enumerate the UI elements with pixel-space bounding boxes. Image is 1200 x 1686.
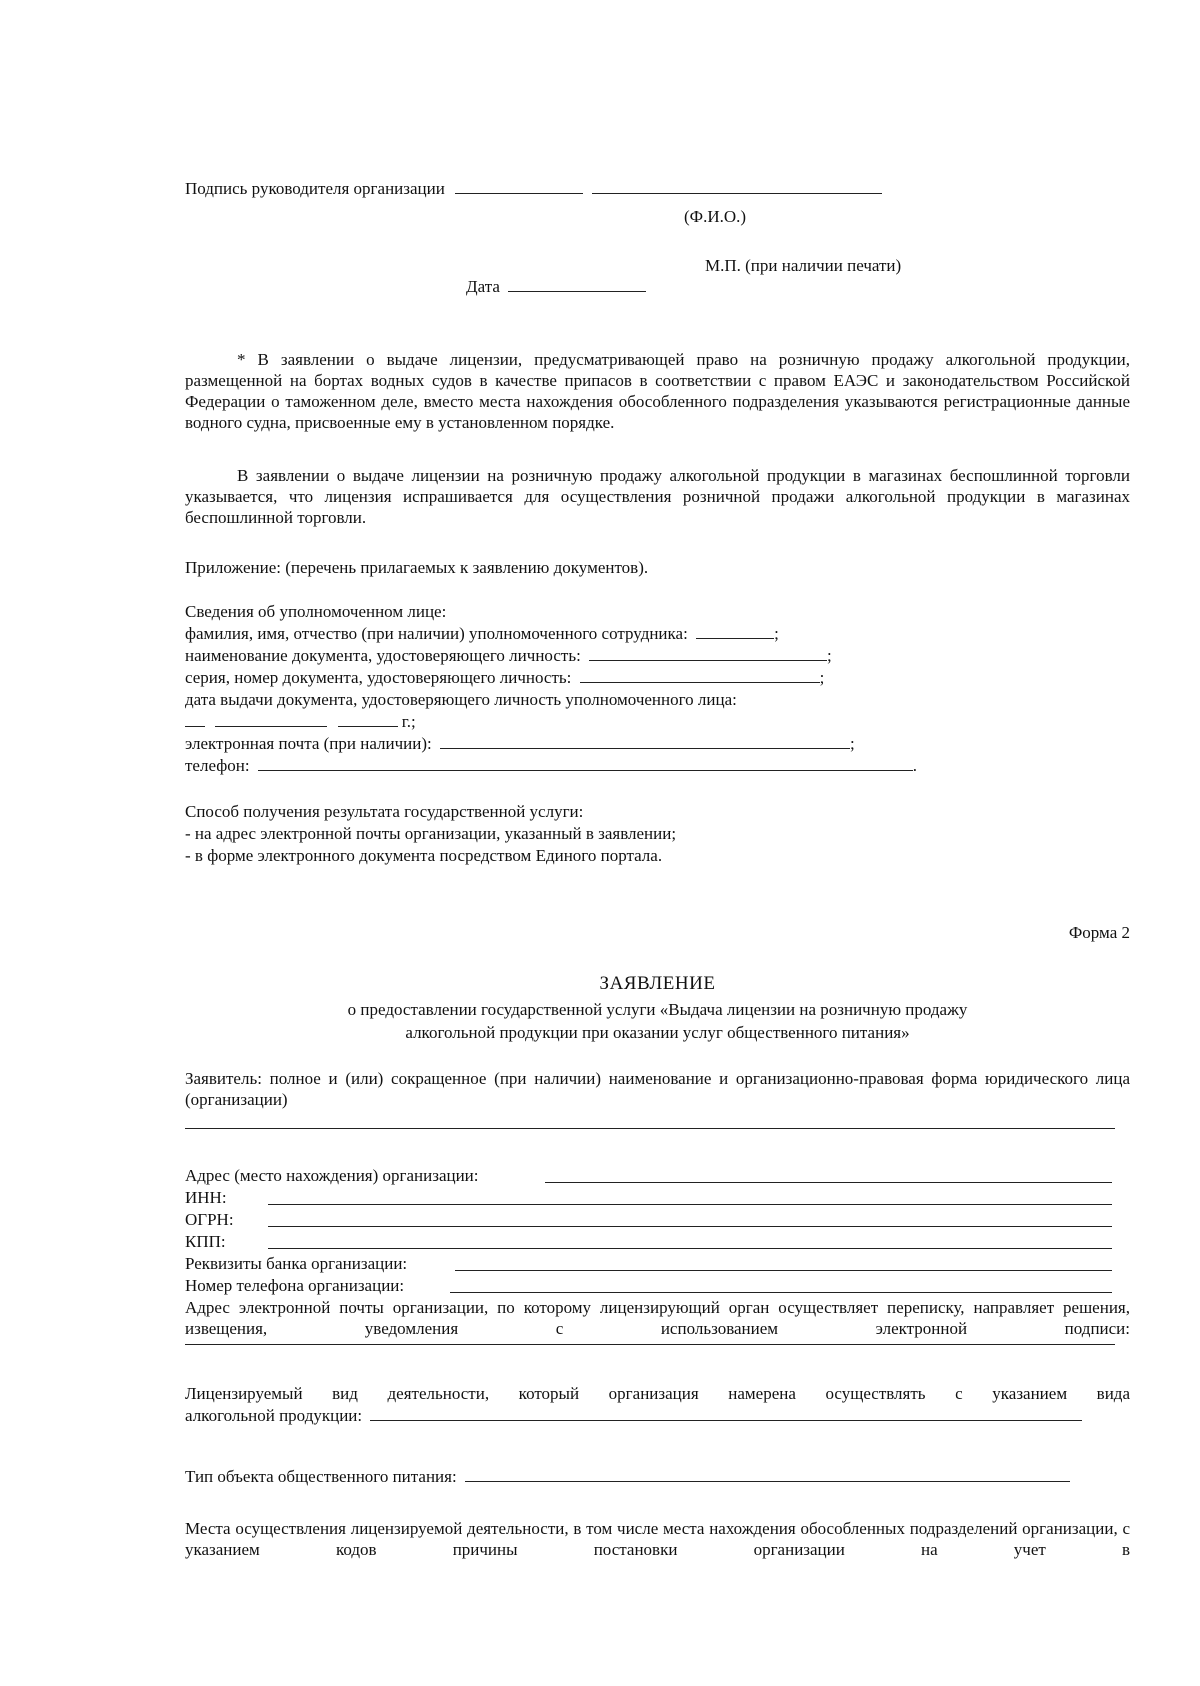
doc-name-row [185, 645, 832, 666]
doc-series-label: серия, номер документа, удостоверяющего личность: [185, 668, 572, 687]
inn-label: ИНН: [185, 1188, 227, 1207]
inn-line [268, 1204, 1112, 1205]
kpp-label: КПП: [185, 1232, 226, 1251]
catering-type-line [465, 1466, 1070, 1482]
authorized-fio-label: фамилия, имя, отчество (при наличии) уполномоченного сотрудника: [185, 624, 688, 643]
form-subtitle-2: алкогольной продукции при оказании услуг общественного питания» [405, 1023, 910, 1042]
date-row [466, 276, 646, 297]
email-row [185, 733, 855, 754]
signature-line [455, 178, 583, 194]
punct: ; [774, 624, 779, 643]
punct: ; [819, 668, 825, 687]
places-label: Места осуществления лицензируемой деятельности, в том числе места нахождения обособленных подразделений организации, с указанием кодов причины постановки организации на учет в [185, 1519, 1130, 1559]
punct: ; [827, 646, 832, 665]
authorized-fio-row [185, 623, 779, 644]
doc-name-line [589, 645, 827, 661]
signature-row [185, 178, 882, 199]
org-phone-line [450, 1292, 1112, 1293]
date-line [508, 276, 646, 292]
email-line [440, 733, 850, 749]
punct: ; [850, 734, 855, 753]
fio-line [592, 178, 882, 194]
result-heading: Способ получения результата государственной услуги: [185, 802, 584, 821]
phone-row [185, 755, 917, 776]
kpp-line [268, 1248, 1112, 1249]
ogrn-label: ОГРН: [185, 1210, 234, 1229]
year-line [338, 711, 398, 727]
form-subtitle-1: о предоставлении государственной услуги «Выдача лицензии на розничную продажу [347, 1000, 968, 1019]
catering-type-row [185, 1466, 1070, 1487]
punct: . [912, 756, 918, 775]
org-email-label: Адрес электронной почты организации, по которому лицензирующий орган осуществляет переписку, направляет решения, извещения, уведомления с использованием электронной подписи: [185, 1298, 1130, 1338]
address-line [545, 1182, 1112, 1183]
form-label: Форма 2 [1068, 923, 1130, 942]
authorized-heading: Сведения об уполномоченном лице: [185, 602, 447, 621]
note-paragraph-1: * В заявлении о выдаче лицензии, предусматривающей право на розничную продажу алкогольной продукции, размещенной на бортах водных судов в качестве припасов в соответствии с правом ЕАЭС и законодательством Российской Федерации о таможенном деле, вместо места нахождения обособленного подразделения указываются регистрационные данные водного судна, присвоенные ему в установленном порядке. [185, 350, 1130, 432]
phone-line [258, 755, 913, 771]
catering-type-label: Тип объекта общественного питания: [185, 1467, 457, 1486]
activity-label: Лицензируемый вид деятельности, который организация намерена осуществлять с указанием вида [185, 1384, 1130, 1403]
year-suffix: г.; [401, 712, 416, 731]
doc-name-label: наименование документа, удостоверяющего личность: [185, 646, 581, 665]
activity-label-2: алкогольной продукции: [185, 1406, 363, 1425]
stamp-caption: М.П. (при наличии печати) [705, 256, 902, 275]
doc-series-line [580, 667, 820, 683]
activity-line [370, 1405, 1082, 1421]
attachment-line: Приложение: (перечень прилагаемых к заявлению документов). [185, 558, 649, 577]
result-option-2: - в форме электронного документа посредством Единого портала. [185, 846, 663, 865]
doc-date-label: дата выдачи документа, удостоверяющего личность уполномоченного лица: [185, 690, 737, 709]
doc-date-row [185, 711, 416, 732]
signature-label: Подпись руководителя организации [185, 179, 445, 198]
applicant-label: Заявитель: полное и (или) сокращенное (при наличии) наименование и организационно-правовая форма юридического лица (организации) [185, 1069, 1130, 1109]
activity-row [185, 1405, 1082, 1426]
day-line [185, 711, 205, 727]
month-line [215, 711, 327, 727]
org-phone-label: Номер телефона организации: [185, 1276, 405, 1295]
ogrn-line [268, 1226, 1112, 1227]
bank-label: Реквизиты банка организации: [185, 1254, 408, 1273]
org-email-line [185, 1344, 1115, 1345]
authorized-fio-line [696, 623, 774, 639]
applicant-line [185, 1128, 1115, 1129]
note-paragraph-2: В заявлении о выдаче лицензии на розничную продажу алкогольной продукции в магазинах беспошлинной торговли указывается, что лицензия испрашивается для осуществления розничной продажи алкогольной продукции в магазинах беспошлинной торговли. [185, 466, 1130, 527]
date-label: Дата [466, 277, 500, 296]
doc-series-row [185, 667, 824, 688]
bank-line [455, 1270, 1112, 1271]
fio-caption: (Ф.И.О.) [684, 207, 747, 226]
phone-label: телефон: [185, 756, 250, 775]
address-label: Адрес (место нахождения) организации: [185, 1166, 479, 1185]
form-title: ЗАЯВЛЕНИЕ [599, 973, 716, 994]
result-option-1: - на адрес электронной почты организации, указанный в заявлении; [185, 824, 677, 843]
email-label: электронная почта (при наличии): [185, 734, 432, 753]
